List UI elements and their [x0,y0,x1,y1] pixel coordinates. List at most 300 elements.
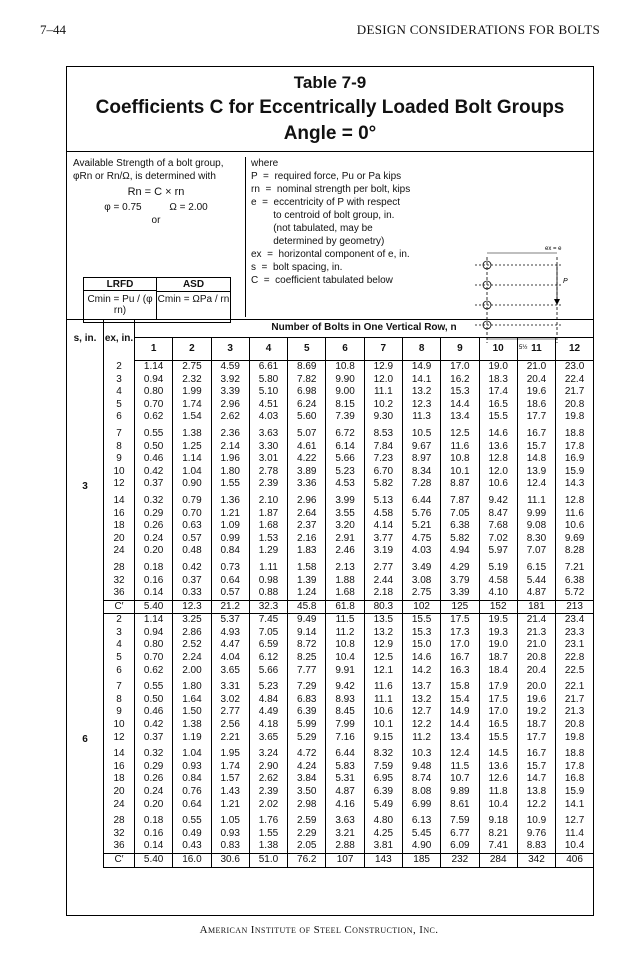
cprime-cell: 32.3 [249,600,287,614]
coefficient-cell: 1.14 [173,453,211,466]
coefficient-cell: 2.75 [173,361,211,374]
coefficient-cell: 14.1 [556,799,593,812]
coefficient-cell: 2.62 [249,773,287,786]
coefficient-cell: 5.83 [326,761,364,774]
coefficient-cell: 10.6 [479,478,517,491]
lrfd-label: LRFD [84,278,157,291]
table-row [67,840,593,853]
cprime-cell: 406 [556,853,593,867]
coefficient-cell: 20.0 [517,677,555,694]
coefficient-cell: 5.45 [402,828,440,841]
coefficient-cell: 3.89 [288,466,326,479]
coefficient-cell: 9.15 [364,732,402,745]
coefficient-cell: 9.08 [517,520,555,533]
ex-value: 6 [104,665,135,678]
coefficient-cell: 10.6 [364,706,402,719]
coefficient-cell: 0.18 [135,558,173,575]
cprime-cell: 21.2 [211,600,249,614]
coefficient-cell: 11.8 [479,786,517,799]
coefficient-cell: 1.25 [173,441,211,454]
coefficient-cell: 7.68 [479,520,517,533]
coefficient-cell: 19.0 [479,639,517,652]
coefficient-cell: 23.4 [556,614,593,627]
coefficient-cell: 3.65 [211,665,249,678]
n-header: 8 [402,338,440,361]
coefficient-cell: 2.59 [288,811,326,828]
ex-value: 36 [104,587,135,600]
coefficient-cell: 20.4 [517,665,555,678]
coefficient-cell: 3.01 [249,453,287,466]
coefficient-cell: 5.97 [479,545,517,558]
coefficient-cell: 0.14 [135,840,173,853]
coefficient-cell: 2.39 [249,478,287,491]
coefficient-cell: 1.54 [173,411,211,424]
ex-label: ex = e [545,246,562,252]
coefficient-cell: 7.05 [249,627,287,640]
coefficient-cell: 17.7 [517,411,555,424]
coefficient-cell: 2.91 [326,533,364,546]
cprime-cell: 213 [556,600,593,614]
coefficient-cell: 11.1 [364,386,402,399]
note-line: Rn = C × rn [127,186,185,198]
coefficient-cell: 6.77 [441,828,479,841]
coefficient-cell: 8.25 [288,652,326,665]
ex-value: 4 [104,639,135,652]
coefficient-cell: 11.5 [441,761,479,774]
coefficient-cell: 4.59 [211,361,249,374]
coefficient-cell: 12.9 [364,361,402,374]
where-label: where [251,158,279,169]
cprime-row [67,600,593,614]
coefficient-cell: 3.99 [326,491,364,508]
coefficient-cell: 11.1 [517,491,555,508]
coefficient-cell: 0.18 [135,811,173,828]
table-row [67,441,593,454]
coefficient-cell: 12.0 [364,374,402,387]
coefficient-cell: 0.94 [135,374,173,387]
spacing-label: 5½ [519,345,528,351]
cprime-cell: 61.8 [326,600,364,614]
coefficient-cell: 8.34 [402,466,440,479]
ex-value: 2 [104,614,135,627]
coefficient-cell: 5.44 [517,575,555,588]
coefficient-cell: 11.6 [364,677,402,694]
coefficient-cell: 10.7 [441,773,479,786]
coefficient-cell: 15.5 [479,732,517,745]
coefficient-cell: 0.26 [135,520,173,533]
ex-value: 9 [104,706,135,719]
coefficient-cell: 8.45 [326,706,364,719]
coefficient-cell: 17.5 [479,694,517,707]
coefficient-cell: 3.50 [288,786,326,799]
page-header [40,22,600,40]
coefficient-cell: 4.87 [517,587,555,600]
coefficient-cell: 7.59 [441,811,479,828]
coefficient-cell: 0.43 [173,840,211,853]
n-header: 12 [556,338,593,361]
table-row [67,639,593,652]
coefficient-cell: 8.72 [288,639,326,652]
coefficient-cell: 16.7 [441,652,479,665]
coefficient-cell: 14.2 [402,665,440,678]
strength-notes [73,157,239,227]
coefficient-cell: 2.78 [249,466,287,479]
coefficient-cell: 17.3 [441,627,479,640]
coefficient-cell: 7.02 [479,533,517,546]
coefficient-cell: 2.13 [326,558,364,575]
coefficient-cell: 13.7 [402,677,440,694]
coefficient-cell: 18.7 [517,719,555,732]
coefficient-cell: 3.49 [402,558,440,575]
coefficient-cell: 17.8 [556,761,593,774]
coefficient-cell: 6.44 [326,744,364,761]
coefficient-cell: 1.58 [288,558,326,575]
coefficient-cell: 2.52 [173,639,211,652]
coefficient-cell: 7.21 [556,558,593,575]
coefficient-cell: 12.5 [364,652,402,665]
table-row [67,761,593,774]
coefficient-cell: 13.8 [517,786,555,799]
coefficient-cell: 1.43 [211,786,249,799]
note-line: φRn or Rn/Ω, is determined with [73,171,216,182]
coefficient-cell: 11.2 [326,627,364,640]
coefficient-cell: 8.30 [517,533,555,546]
cprime-cell: 30.6 [211,853,249,867]
coefficient-cell: 19.5 [479,614,517,627]
coefficient-cell: 0.32 [135,491,173,508]
coefficient-cell: 0.98 [249,575,287,588]
coefficient-cell: 5.80 [249,374,287,387]
coefficient-cell: 0.84 [173,773,211,786]
coefficient-cell: 2.86 [173,627,211,640]
ex-header: ex, in. [104,319,135,361]
coefficient-cell: 0.50 [135,694,173,707]
coefficient-cell: 1.74 [173,399,211,412]
coefficient-cell: 3.36 [288,478,326,491]
coefficient-cell: 10.6 [556,520,593,533]
coefficient-cell: 6.59 [249,639,287,652]
note-line: φ = 0.75 Ω = 2.00 [104,202,208,213]
coefficient-cell: 9.90 [326,374,364,387]
coefficient-cell: 12.9 [364,639,402,652]
coefficient-cell: 2.29 [288,828,326,841]
coefficient-cell: 1.19 [173,732,211,745]
coefficient-cell: 0.57 [173,533,211,546]
ex-value: 10 [104,719,135,732]
coefficient-cell: 3.81 [364,840,402,853]
coefficient-cell: 7.45 [249,614,287,627]
coefficient-cell: 2.56 [211,719,249,732]
coefficient-cell: 20.4 [517,374,555,387]
definitions [251,157,441,287]
coefficient-cell: 13.9 [517,466,555,479]
coefficient-cell: 3.39 [441,587,479,600]
coefficient-cell: 6.95 [364,773,402,786]
table-row [67,361,593,374]
coefficient-cell: 1.24 [288,587,326,600]
coefficient-cell: 12.8 [479,453,517,466]
coefficient-cell: 0.37 [173,575,211,588]
coefficient-cell: 17.0 [441,639,479,652]
coefficient-cell: 9.30 [364,411,402,424]
coefficient-cell: 20.8 [556,719,593,732]
table-row [67,478,593,491]
coefficient-cell: 15.5 [402,614,440,627]
coefficient-cell: 18.6 [517,399,555,412]
coefficient-cell: 7.59 [364,761,402,774]
coefficient-cell: 9.42 [326,677,364,694]
coefficient-cell: 22.1 [556,677,593,694]
table-row [67,411,593,424]
coefficient-cell: 0.48 [173,545,211,558]
ex-value: 4 [104,386,135,399]
coefficient-cell: 0.70 [135,652,173,665]
coefficient-cell: 4.03 [402,545,440,558]
coefficient-cell: 2.00 [173,665,211,678]
coefficient-cell: 2.75 [402,587,440,600]
ex-value: 8 [104,441,135,454]
coefficient-cell: 17.0 [441,361,479,374]
cprime-cell: 107 [326,853,364,867]
coefficient-cell: 0.90 [173,478,211,491]
ex-value: 24 [104,799,135,812]
definition-line: rn = nominal strength per bolt, kips [251,184,411,195]
coefficient-cell: 5.23 [326,466,364,479]
n-header: 2 [173,338,211,361]
coefficient-cell: 6.09 [441,840,479,853]
ex-value: 32 [104,828,135,841]
coefficient-cell: 7.16 [326,732,364,745]
coefficient-cell: 4.58 [364,508,402,521]
coefficient-cell: 12.7 [556,811,593,828]
coefficient-cell: 17.7 [517,732,555,745]
table-angle: Angle = 0° [283,123,377,144]
coefficient-cell: 16.9 [556,453,593,466]
coefficient-cell: 3.25 [173,614,211,627]
coefficient-cell: 0.24 [135,533,173,546]
cprime-cell: 5.40 [135,600,173,614]
coefficient-cell: 1.55 [249,828,287,841]
cprime-cell: 102 [402,600,440,614]
coefficient-cell: 0.70 [173,508,211,521]
coefficient-cell: 1.38 [173,719,211,732]
coefficient-cell: 13.6 [479,761,517,774]
coefficient-cell: 5.31 [326,773,364,786]
cprime-cell: 76.2 [288,853,326,867]
coefficient-cell: 16.5 [479,719,517,732]
coefficient-cell: 16.5 [479,399,517,412]
coefficient-cell: 8.97 [402,453,440,466]
table-row [67,466,593,479]
table-row [67,545,593,558]
ex-value: 12 [104,478,135,491]
coefficient-cell: 9.67 [402,441,440,454]
coefficient-cell: 4.49 [249,706,287,719]
coefficient-cell: 11.6 [556,508,593,521]
coefficient-cell: 0.62 [135,411,173,424]
table-frame [66,66,594,916]
ex-value: 14 [104,744,135,761]
coefficient-cell: 1.88 [326,575,364,588]
coefficient-cell: 4.29 [441,558,479,575]
n-header: 6 [326,338,364,361]
coefficient-cell: 6.12 [249,652,287,665]
coefficient-cell: 2.16 [288,533,326,546]
cprime-cell: 5.40 [135,853,173,867]
coefficient-cell: 2.88 [326,840,364,853]
coefficient-cell: 0.62 [135,665,173,678]
coefficient-cell: 6.38 [441,520,479,533]
coefficient-cell: 12.4 [441,744,479,761]
n-header: 11 [517,338,555,361]
asd-formula: Cmin = ΩPa / rn [157,294,230,305]
coefficient-cell: 9.00 [326,386,364,399]
coefficient-cell: 10.4 [556,840,593,853]
table-row [67,828,593,841]
table-row [67,773,593,786]
coefficient-cell: 3.24 [249,744,287,761]
table-row [67,694,593,707]
coefficient-cell: 4.87 [326,786,364,799]
coefficient-cell: 11.5 [326,614,364,627]
coefficient-cell: 15.7 [517,441,555,454]
lrfd-asd-box [83,277,231,323]
coefficient-cell: 4.18 [249,719,287,732]
coefficient-cell: 10.1 [441,466,479,479]
coefficient-cell: 5.82 [364,478,402,491]
coefficient-cell: 5.99 [288,719,326,732]
coefficient-cell: 14.6 [479,424,517,441]
coefficient-cell: 13.4 [441,732,479,745]
table-row [67,811,593,828]
ex-value: 6 [104,411,135,424]
coefficient-cell: 5.19 [479,558,517,575]
coefficient-cell: 2.77 [211,706,249,719]
coefficient-cell: 2.05 [288,840,326,853]
coefficient-cell: 0.70 [135,399,173,412]
coefficient-cell: 5.13 [364,491,402,508]
coefficient-cell: 0.83 [211,840,249,853]
coefficient-cell: 2.98 [288,799,326,812]
coefficient-cell: 16.7 [517,744,555,761]
coefficient-cell: 2.18 [364,587,402,600]
coefficient-cell: 5.29 [288,732,326,745]
table-row [67,652,593,665]
coefficient-cell: 0.99 [211,533,249,546]
coefficient-cell: 3.31 [211,677,249,694]
cprime-cell: 284 [479,853,517,867]
n-header: 4 [249,338,287,361]
coefficient-cell: 13.2 [402,694,440,707]
coefficient-cell: 4.10 [479,587,517,600]
n-header: 10 [479,338,517,361]
coefficient-cell: 14.6 [402,652,440,665]
table-row [67,614,593,627]
ex-value: 2 [104,361,135,374]
coefficient-cell: 15.5 [479,411,517,424]
coefficient-cell: 1.50 [173,706,211,719]
coefficient-cell: 12.2 [402,719,440,732]
coefficient-cell: 0.63 [173,520,211,533]
coefficient-cell: 1.11 [249,558,287,575]
coefficient-cell: 2.21 [211,732,249,745]
coefficient-cell: 0.16 [135,828,173,841]
coefficient-cell: 13.4 [441,411,479,424]
coefficient-cell: 2.90 [249,761,287,774]
coefficient-cell: 5.23 [249,677,287,694]
page-footer: American Institute of Steel Construction, Inc. [199,924,439,936]
coefficient-cell: 13.6 [479,441,517,454]
coefficient-cell: 3.21 [326,828,364,841]
coefficient-cell: 1.80 [211,466,249,479]
coefficient-cell: 2.36 [211,424,249,441]
coefficient-cell: 14.7 [517,773,555,786]
coefficient-cell: 4.58 [479,575,517,588]
table-row [67,677,593,694]
coefficient-cell: 0.93 [211,828,249,841]
coefficient-cell: 9.18 [479,811,517,828]
coefficient-cell: 8.69 [288,361,326,374]
coefficient-cell: 8.21 [479,828,517,841]
coefficient-cell: 12.3 [402,399,440,412]
coefficient-cell: 9.89 [441,786,479,799]
coefficient-cell: 14.4 [441,719,479,732]
coefficient-cell: 9.49 [288,614,326,627]
coefficient-cell: 0.49 [173,828,211,841]
coefficient-cell: 13.2 [402,386,440,399]
coefficient-cell: 1.05 [211,811,249,828]
table-row [67,491,593,508]
coefficient-cell: 7.84 [364,441,402,454]
coefficient-cell: 22.5 [556,665,593,678]
ex-value: 20 [104,533,135,546]
table-row [67,719,593,732]
coefficient-cell: 17.0 [479,706,517,719]
coefficient-cell: 0.50 [135,441,173,454]
coefficient-cell: 9.99 [517,508,555,521]
definition-line: e = eccentricity of P with respect [251,197,401,208]
coefficient-cell: 8.15 [326,399,364,412]
load-label: P [563,278,568,285]
coefficient-cell: 11.6 [441,441,479,454]
coefficient-cell: 18.8 [556,424,593,441]
coefficient-cell: 14.4 [441,399,479,412]
coefficient-cell: 4.51 [249,399,287,412]
coefficient-cell: 7.07 [517,545,555,558]
coefficient-cell: 0.55 [173,811,211,828]
coefficient-cell: 0.46 [135,453,173,466]
coefficient-cell: 16.2 [441,374,479,387]
coefficient-cell: 0.33 [173,587,211,600]
ex-value: 14 [104,491,135,508]
coefficient-cell: 5.10 [249,386,287,399]
coefficient-cell: 4.90 [402,840,440,853]
ex-value: 3 [104,627,135,640]
coefficient-cell: 23.3 [556,627,593,640]
coefficient-cell: 4.94 [441,545,479,558]
coefficient-cell: 4.25 [364,828,402,841]
table-row [67,786,593,799]
cprime-cell: 80.3 [364,600,402,614]
coefficient-cell: 4.04 [211,652,249,665]
n-header: 1 [135,338,173,361]
ex-value: 20 [104,786,135,799]
coefficient-cell: 6.44 [402,491,440,508]
definition-line: s = bolt spacing, in. [251,262,343,273]
coefficient-cell: 20.8 [517,652,555,665]
cprime-row [67,853,593,867]
coefficient-cell: 4.80 [364,811,402,828]
